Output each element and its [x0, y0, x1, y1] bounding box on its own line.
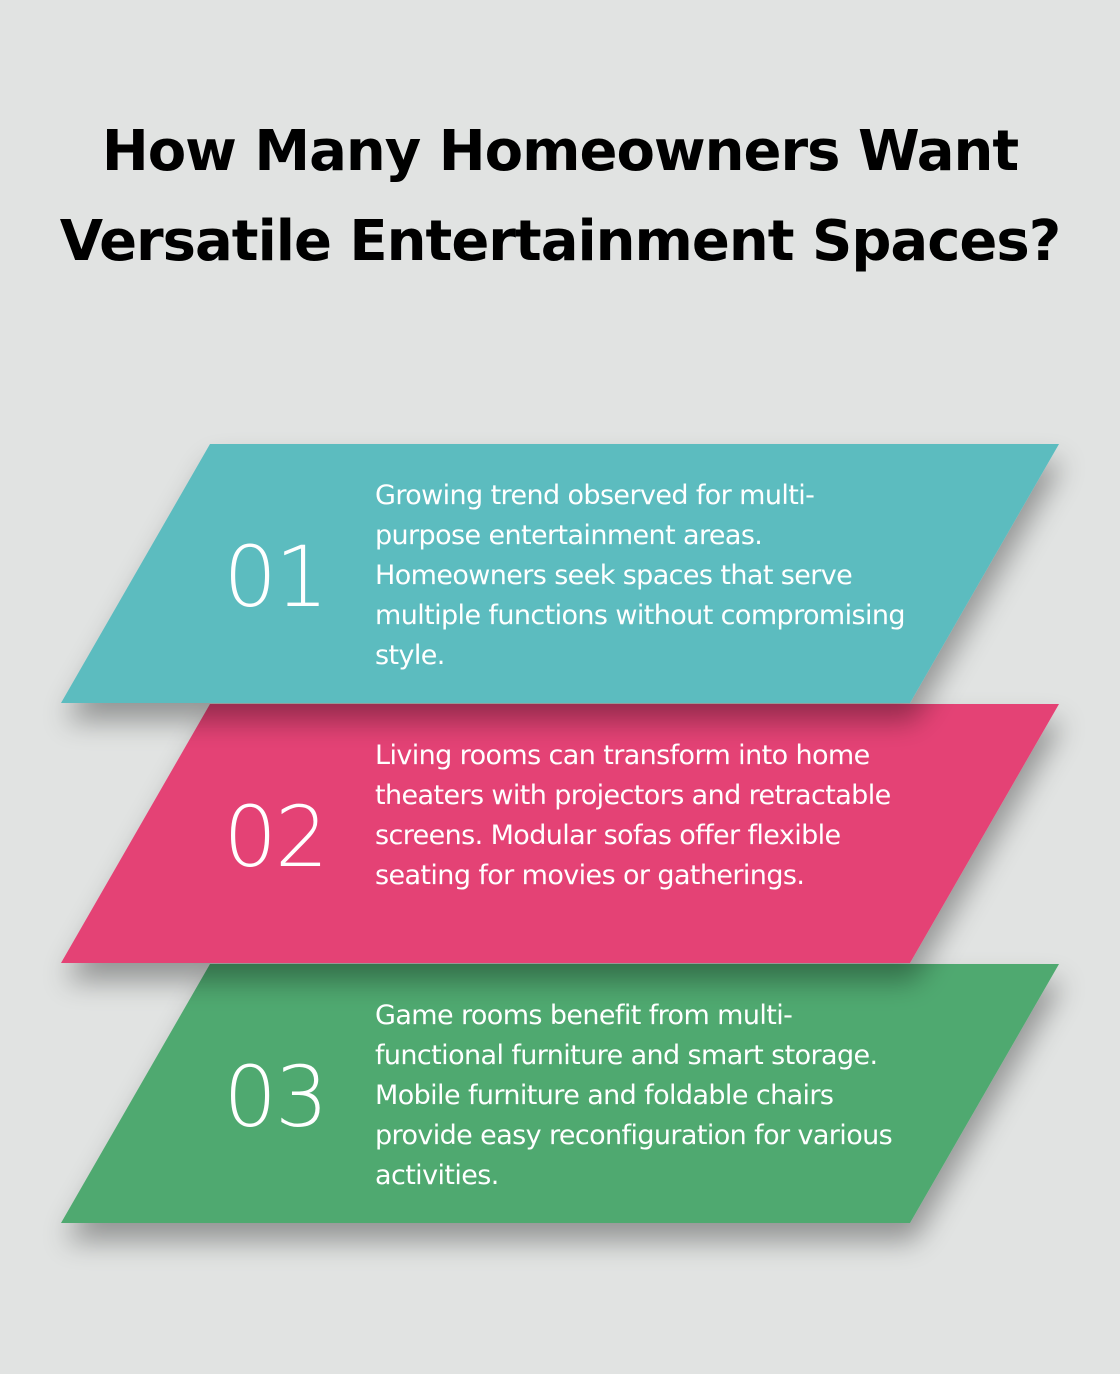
step-1-text: Growing trend observed for multi-purpose entertainment areas. Homeowners seek spaces that serve multiple functions without compromising style.	[375, 480, 905, 671]
step-3-number: 03	[223, 1048, 327, 1146]
page-title: How Many Homeowners Want Versatile Entertainment Spaces?	[59, 119, 1061, 274]
step-2-text: Living rooms can transform into home theaters with projectors and retractable screens. Modular sofas offer flexible seating for movies or gatherings.	[375, 740, 891, 891]
step-1-number: 01	[223, 528, 327, 626]
step-3-text: Game rooms benefit from multi-functional furniture and smart storage. Mobile furniture and foldable chairs provide easy reconfiguration for various activities.	[375, 1000, 893, 1191]
step-2-number: 02	[223, 788, 327, 886]
